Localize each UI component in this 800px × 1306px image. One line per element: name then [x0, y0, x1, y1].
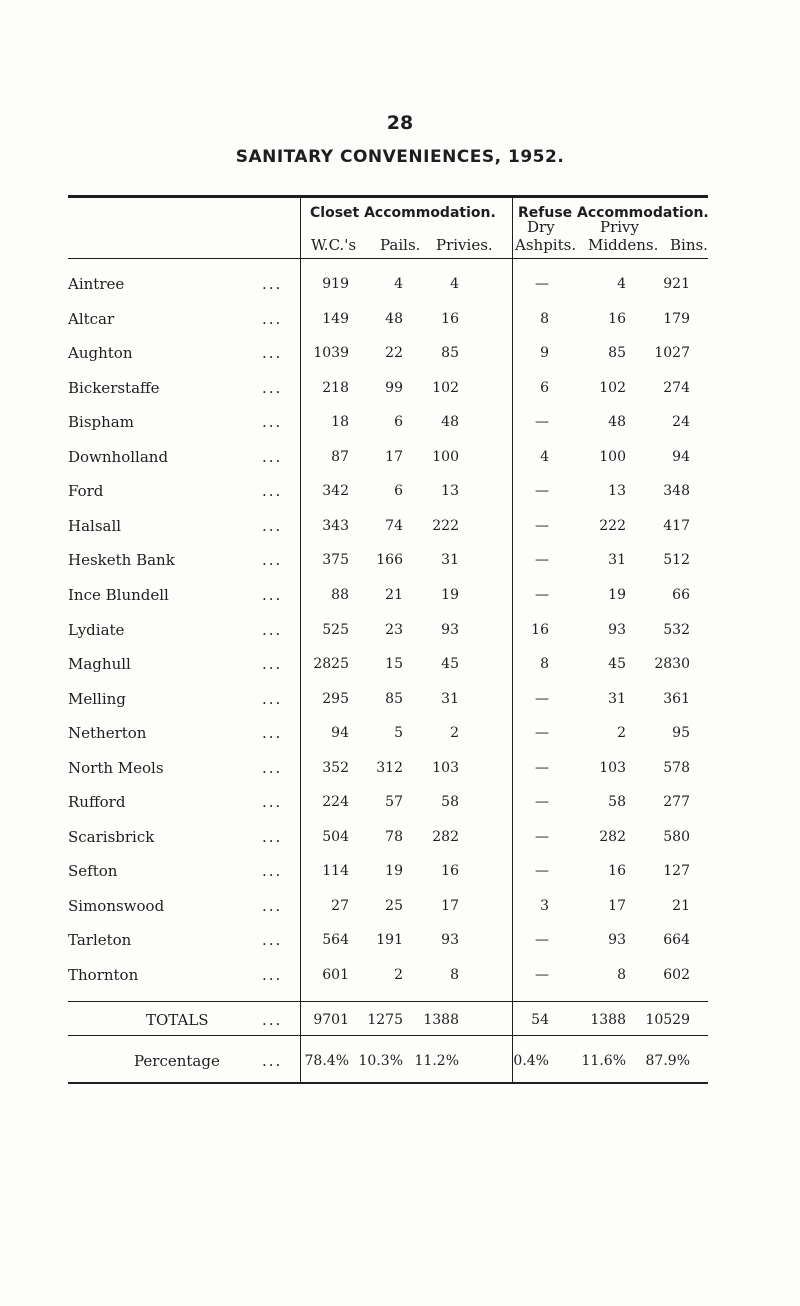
- row-label-thornton: Thornton: [68, 966, 139, 984]
- group-divider: [512, 198, 513, 1084]
- row-label-totals: TOTALS: [146, 1011, 209, 1029]
- cell-maghull-privies: 45: [441, 656, 459, 672]
- cell-north-meols-dry-ashpits: —: [535, 760, 549, 776]
- row-label-rufford: Rufford: [68, 793, 126, 811]
- col-header-bins: Bins.: [670, 236, 708, 254]
- refuse-group-header: Refuse Accommodation.: [518, 205, 709, 221]
- cell-hesketh-bank-bins: 512: [663, 552, 690, 568]
- cell-tarleton-privies: 93: [441, 932, 459, 948]
- cell-simonswood-wc: 27: [331, 898, 349, 914]
- cell-ford-privies: 13: [441, 483, 459, 499]
- row-label-percentage: Percentage: [134, 1052, 220, 1070]
- cell-rufford-privies: 58: [441, 794, 459, 810]
- cell-tarleton-privy-middens: 93: [608, 932, 626, 948]
- cell-aintree-privy-middens: 4: [617, 276, 626, 292]
- cell-ince-blundell-privies: 19: [441, 587, 459, 603]
- row-label-north-meols: North Meols: [68, 759, 164, 777]
- cell-altcar-privy-middens: 16: [608, 311, 626, 327]
- cell-lydiate-bins: 532: [663, 622, 690, 638]
- cell-thornton-privies: 8: [450, 967, 459, 983]
- cell-lydiate-pails: 23: [385, 622, 403, 638]
- cell-ince-blundell-wc: 88: [331, 587, 349, 603]
- cell-altcar-wc: 149: [322, 311, 349, 327]
- cell-melling-pails: 85: [385, 691, 403, 707]
- cell-aughton-dry-ashpits: 9: [540, 345, 549, 361]
- cell-sefton-bins: 127: [663, 863, 690, 879]
- cell-percentage-privies: 11.2%: [414, 1053, 459, 1069]
- row-label-sefton: Sefton: [68, 862, 118, 880]
- cell-aughton-wc: 1039: [313, 345, 349, 361]
- cell-scarisbrick-privy-middens: 282: [599, 829, 626, 845]
- cell-halsall-privy-middens: 222: [599, 518, 626, 534]
- leader-dots: ...: [262, 828, 283, 846]
- leader-dots: ...: [262, 1011, 283, 1029]
- cell-bickerstaffe-privies: 102: [432, 380, 459, 396]
- cell-maghull-wc: 2825: [313, 656, 349, 672]
- cell-lydiate-privies: 93: [441, 622, 459, 638]
- row-label-halsall: Halsall: [68, 517, 122, 535]
- cell-scarisbrick-wc: 504: [322, 829, 349, 845]
- cell-bickerstaffe-privy-middens: 102: [599, 380, 626, 396]
- cell-melling-bins: 361: [663, 691, 690, 707]
- leader-dots: ...: [262, 482, 283, 500]
- row-label-netherton: Netherton: [68, 724, 147, 742]
- row-label-hesketh-bank: Hesketh Bank: [68, 551, 175, 569]
- row-label-scarisbrick: Scarisbrick: [68, 828, 155, 846]
- cell-hesketh-bank-wc: 375: [322, 552, 349, 568]
- percentage-rule: [68, 1035, 708, 1036]
- page-title: SANITARY CONVENIENCES, 1952.: [235, 147, 565, 167]
- cell-percentage-bins: 87.9%: [645, 1053, 690, 1069]
- cell-thornton-bins: 602: [663, 967, 690, 983]
- row-label-downholland: Downholland: [68, 448, 169, 466]
- cell-ince-blundell-pails: 21: [385, 587, 403, 603]
- cell-ford-dry-ashpits: —: [535, 483, 549, 499]
- row-label-aughton: Aughton: [68, 344, 133, 362]
- cell-lydiate-dry-ashpits: 16: [531, 622, 549, 638]
- cell-bispham-bins: 24: [672, 414, 690, 430]
- leader-dots: ...: [262, 966, 283, 984]
- cell-ford-wc: 342: [322, 483, 349, 499]
- cell-melling-privies: 31: [441, 691, 459, 707]
- cell-percentage-wc: 78.4%: [304, 1053, 349, 1069]
- cell-sefton-privies: 16: [441, 863, 459, 879]
- leader-dots: ...: [262, 448, 283, 466]
- cell-scarisbrick-pails: 78: [385, 829, 403, 845]
- cell-tarleton-pails: 191: [376, 932, 403, 948]
- leader-dots: ...: [262, 724, 283, 742]
- leader-dots: ...: [262, 379, 283, 397]
- row-label-bispham: Bispham: [68, 413, 134, 431]
- cell-downholland-privies: 100: [432, 449, 459, 465]
- cell-halsall-wc: 343: [322, 518, 349, 534]
- cell-tarleton-dry-ashpits: —: [535, 932, 549, 948]
- row-label-aintree: Aintree: [68, 275, 125, 293]
- cell-downholland-bins: 94: [672, 449, 690, 465]
- cell-bickerstaffe-bins: 274: [663, 380, 690, 396]
- leader-dots: ...: [262, 621, 283, 639]
- cell-simonswood-privies: 17: [441, 898, 459, 914]
- leader-dots: ...: [262, 793, 283, 811]
- cell-bispham-wc: 18: [331, 414, 349, 430]
- cell-thornton-privy-middens: 8: [617, 967, 626, 983]
- cell-lydiate-wc: 525: [322, 622, 349, 638]
- cell-thornton-pails: 2: [394, 967, 403, 983]
- leader-dots: ...: [262, 862, 283, 880]
- cell-netherton-pails: 5: [394, 725, 403, 741]
- cell-ince-blundell-dry-ashpits: —: [535, 587, 549, 603]
- leader-dots: ...: [262, 413, 283, 431]
- cell-north-meols-bins: 578: [663, 760, 690, 776]
- cell-north-meols-pails: 312: [376, 760, 403, 776]
- cell-north-meols-privies: 103: [432, 760, 459, 776]
- leader-dots: ...: [262, 551, 283, 569]
- leader-dots: ...: [262, 275, 283, 293]
- cell-percentage-pails: 10.3%: [358, 1053, 403, 1069]
- cell-scarisbrick-privies: 282: [432, 829, 459, 845]
- cell-downholland-wc: 87: [331, 449, 349, 465]
- leader-dots: ...: [262, 1052, 283, 1070]
- cell-scarisbrick-bins: 580: [663, 829, 690, 845]
- cell-aughton-pails: 22: [385, 345, 403, 361]
- cell-totals-dry-ashpits: 54: [531, 1012, 549, 1028]
- col-header-wc: W.C.'s: [311, 236, 357, 254]
- row-label-simonswood: Simonswood: [68, 897, 165, 915]
- cell-sefton-wc: 114: [322, 863, 349, 879]
- row-label-bickerstaffe: Bickerstaffe: [68, 379, 160, 397]
- cell-simonswood-privy-middens: 17: [608, 898, 626, 914]
- row-label-ford: Ford: [68, 482, 104, 500]
- cell-aintree-privies: 4: [450, 276, 459, 292]
- cell-aintree-bins: 921: [663, 276, 690, 292]
- cell-aughton-privies: 85: [441, 345, 459, 361]
- cell-maghull-dry-ashpits: 8: [540, 656, 549, 672]
- cell-halsall-bins: 417: [663, 518, 690, 534]
- cell-north-meols-wc: 352: [322, 760, 349, 776]
- leader-dots: ...: [262, 310, 283, 328]
- col-header-privy: Privy: [600, 218, 640, 236]
- cell-downholland-pails: 17: [385, 449, 403, 465]
- col-header-ashpits: Ashpits.: [515, 236, 577, 254]
- cell-thornton-wc: 601: [322, 967, 349, 983]
- cell-totals-wc: 9701: [313, 1012, 349, 1028]
- cell-ford-bins: 348: [663, 483, 690, 499]
- cell-bickerstaffe-dry-ashpits: 6: [540, 380, 549, 396]
- cell-maghull-pails: 15: [385, 656, 403, 672]
- cell-netherton-bins: 95: [672, 725, 690, 741]
- row-label-lydiate: Lydiate: [68, 621, 125, 639]
- cell-bispham-pails: 6: [394, 414, 403, 430]
- cell-netherton-dry-ashpits: —: [535, 725, 549, 741]
- cell-hesketh-bank-privy-middens: 31: [608, 552, 626, 568]
- cell-altcar-privies: 16: [441, 311, 459, 327]
- cell-lydiate-privy-middens: 93: [608, 622, 626, 638]
- cell-rufford-bins: 277: [663, 794, 690, 810]
- header-bottom-rule: [68, 258, 708, 259]
- cell-totals-bins: 10529: [645, 1012, 690, 1028]
- cell-netherton-privies: 2: [450, 725, 459, 741]
- leader-dots: ...: [262, 897, 283, 915]
- cell-north-meols-privy-middens: 103: [599, 760, 626, 776]
- cell-halsall-privies: 222: [432, 518, 459, 534]
- cell-tarleton-bins: 664: [663, 932, 690, 948]
- cell-scarisbrick-dry-ashpits: —: [535, 829, 549, 845]
- cell-maghull-bins: 2830: [654, 656, 690, 672]
- top-rule: [68, 195, 708, 198]
- cell-simonswood-dry-ashpits: 3: [540, 898, 549, 914]
- row-label-maghull: Maghull: [68, 655, 131, 673]
- row-label-tarleton: Tarleton: [68, 931, 132, 949]
- leader-dots: ...: [262, 655, 283, 673]
- cell-aintree-wc: 919: [322, 276, 349, 292]
- cell-melling-wc: 295: [322, 691, 349, 707]
- cell-netherton-wc: 94: [331, 725, 349, 741]
- cell-hesketh-bank-dry-ashpits: —: [535, 552, 549, 568]
- leader-dots: ...: [262, 344, 283, 362]
- cell-percentage-dry-ashpits: 0.4%: [513, 1053, 549, 1069]
- cell-melling-privy-middens: 31: [608, 691, 626, 707]
- cell-bispham-privy-middens: 48: [608, 414, 626, 430]
- totals-rule: [68, 1001, 708, 1002]
- leader-dots: ...: [262, 690, 283, 708]
- cell-sefton-dry-ashpits: —: [535, 863, 549, 879]
- row-label-ince-blundell: Ince Blundell: [68, 586, 169, 604]
- cell-rufford-pails: 57: [385, 794, 403, 810]
- row-label-melling: Melling: [68, 690, 126, 708]
- cell-ince-blundell-bins: 66: [672, 587, 690, 603]
- cell-netherton-privy-middens: 2: [617, 725, 626, 741]
- cell-halsall-pails: 74: [385, 518, 403, 534]
- cell-hesketh-bank-privies: 31: [441, 552, 459, 568]
- leader-dots: ...: [262, 517, 283, 535]
- cell-simonswood-bins: 21: [672, 898, 690, 914]
- page-number: 28: [386, 112, 414, 134]
- cell-totals-privies: 1388: [423, 1012, 459, 1028]
- cell-halsall-dry-ashpits: —: [535, 518, 549, 534]
- cell-rufford-wc: 224: [322, 794, 349, 810]
- cell-bispham-privies: 48: [441, 414, 459, 430]
- cell-percentage-privy-middens: 11.6%: [581, 1053, 626, 1069]
- cell-sefton-pails: 19: [385, 863, 403, 879]
- cell-ford-pails: 6: [394, 483, 403, 499]
- cell-bickerstaffe-pails: 99: [385, 380, 403, 396]
- cell-rufford-privy-middens: 58: [608, 794, 626, 810]
- cell-bispham-dry-ashpits: —: [535, 414, 549, 430]
- col-header-dry: Dry: [527, 218, 555, 236]
- col-header-middens: Middens.: [588, 236, 659, 254]
- cell-downholland-privy-middens: 100: [599, 449, 626, 465]
- cell-totals-pails: 1275: [367, 1012, 403, 1028]
- leader-dots: ...: [262, 931, 283, 949]
- cell-tarleton-wc: 564: [322, 932, 349, 948]
- cell-hesketh-bank-pails: 166: [376, 552, 403, 568]
- col-header-pails: Pails.: [380, 236, 421, 254]
- cell-altcar-dry-ashpits: 8: [540, 311, 549, 327]
- leader-dots: ...: [262, 586, 283, 604]
- cell-altcar-bins: 179: [663, 311, 690, 327]
- cell-ince-blundell-privy-middens: 19: [608, 587, 626, 603]
- closet-group-header: Closet Accommodation.: [310, 205, 496, 221]
- cell-altcar-pails: 48: [385, 311, 403, 327]
- cell-melling-dry-ashpits: —: [535, 691, 549, 707]
- cell-thornton-dry-ashpits: —: [535, 967, 549, 983]
- cell-ford-privy-middens: 13: [608, 483, 626, 499]
- cell-downholland-dry-ashpits: 4: [540, 449, 549, 465]
- leader-dots: ...: [262, 759, 283, 777]
- cell-maghull-privy-middens: 45: [608, 656, 626, 672]
- label-column-divider: [300, 198, 301, 1084]
- row-label-altcar: Altcar: [68, 310, 115, 328]
- cell-aughton-bins: 1027: [654, 345, 690, 361]
- cell-rufford-dry-ashpits: —: [535, 794, 549, 810]
- cell-aintree-dry-ashpits: —: [535, 276, 549, 292]
- cell-aintree-pails: 4: [394, 276, 403, 292]
- cell-simonswood-pails: 25: [385, 898, 403, 914]
- col-header-privies: Privies.: [436, 236, 493, 254]
- cell-sefton-privy-middens: 16: [608, 863, 626, 879]
- cell-bickerstaffe-wc: 218: [322, 380, 349, 396]
- cell-aughton-privy-middens: 85: [608, 345, 626, 361]
- bottom-rule: [68, 1082, 708, 1084]
- cell-totals-privy-middens: 1388: [590, 1012, 626, 1028]
